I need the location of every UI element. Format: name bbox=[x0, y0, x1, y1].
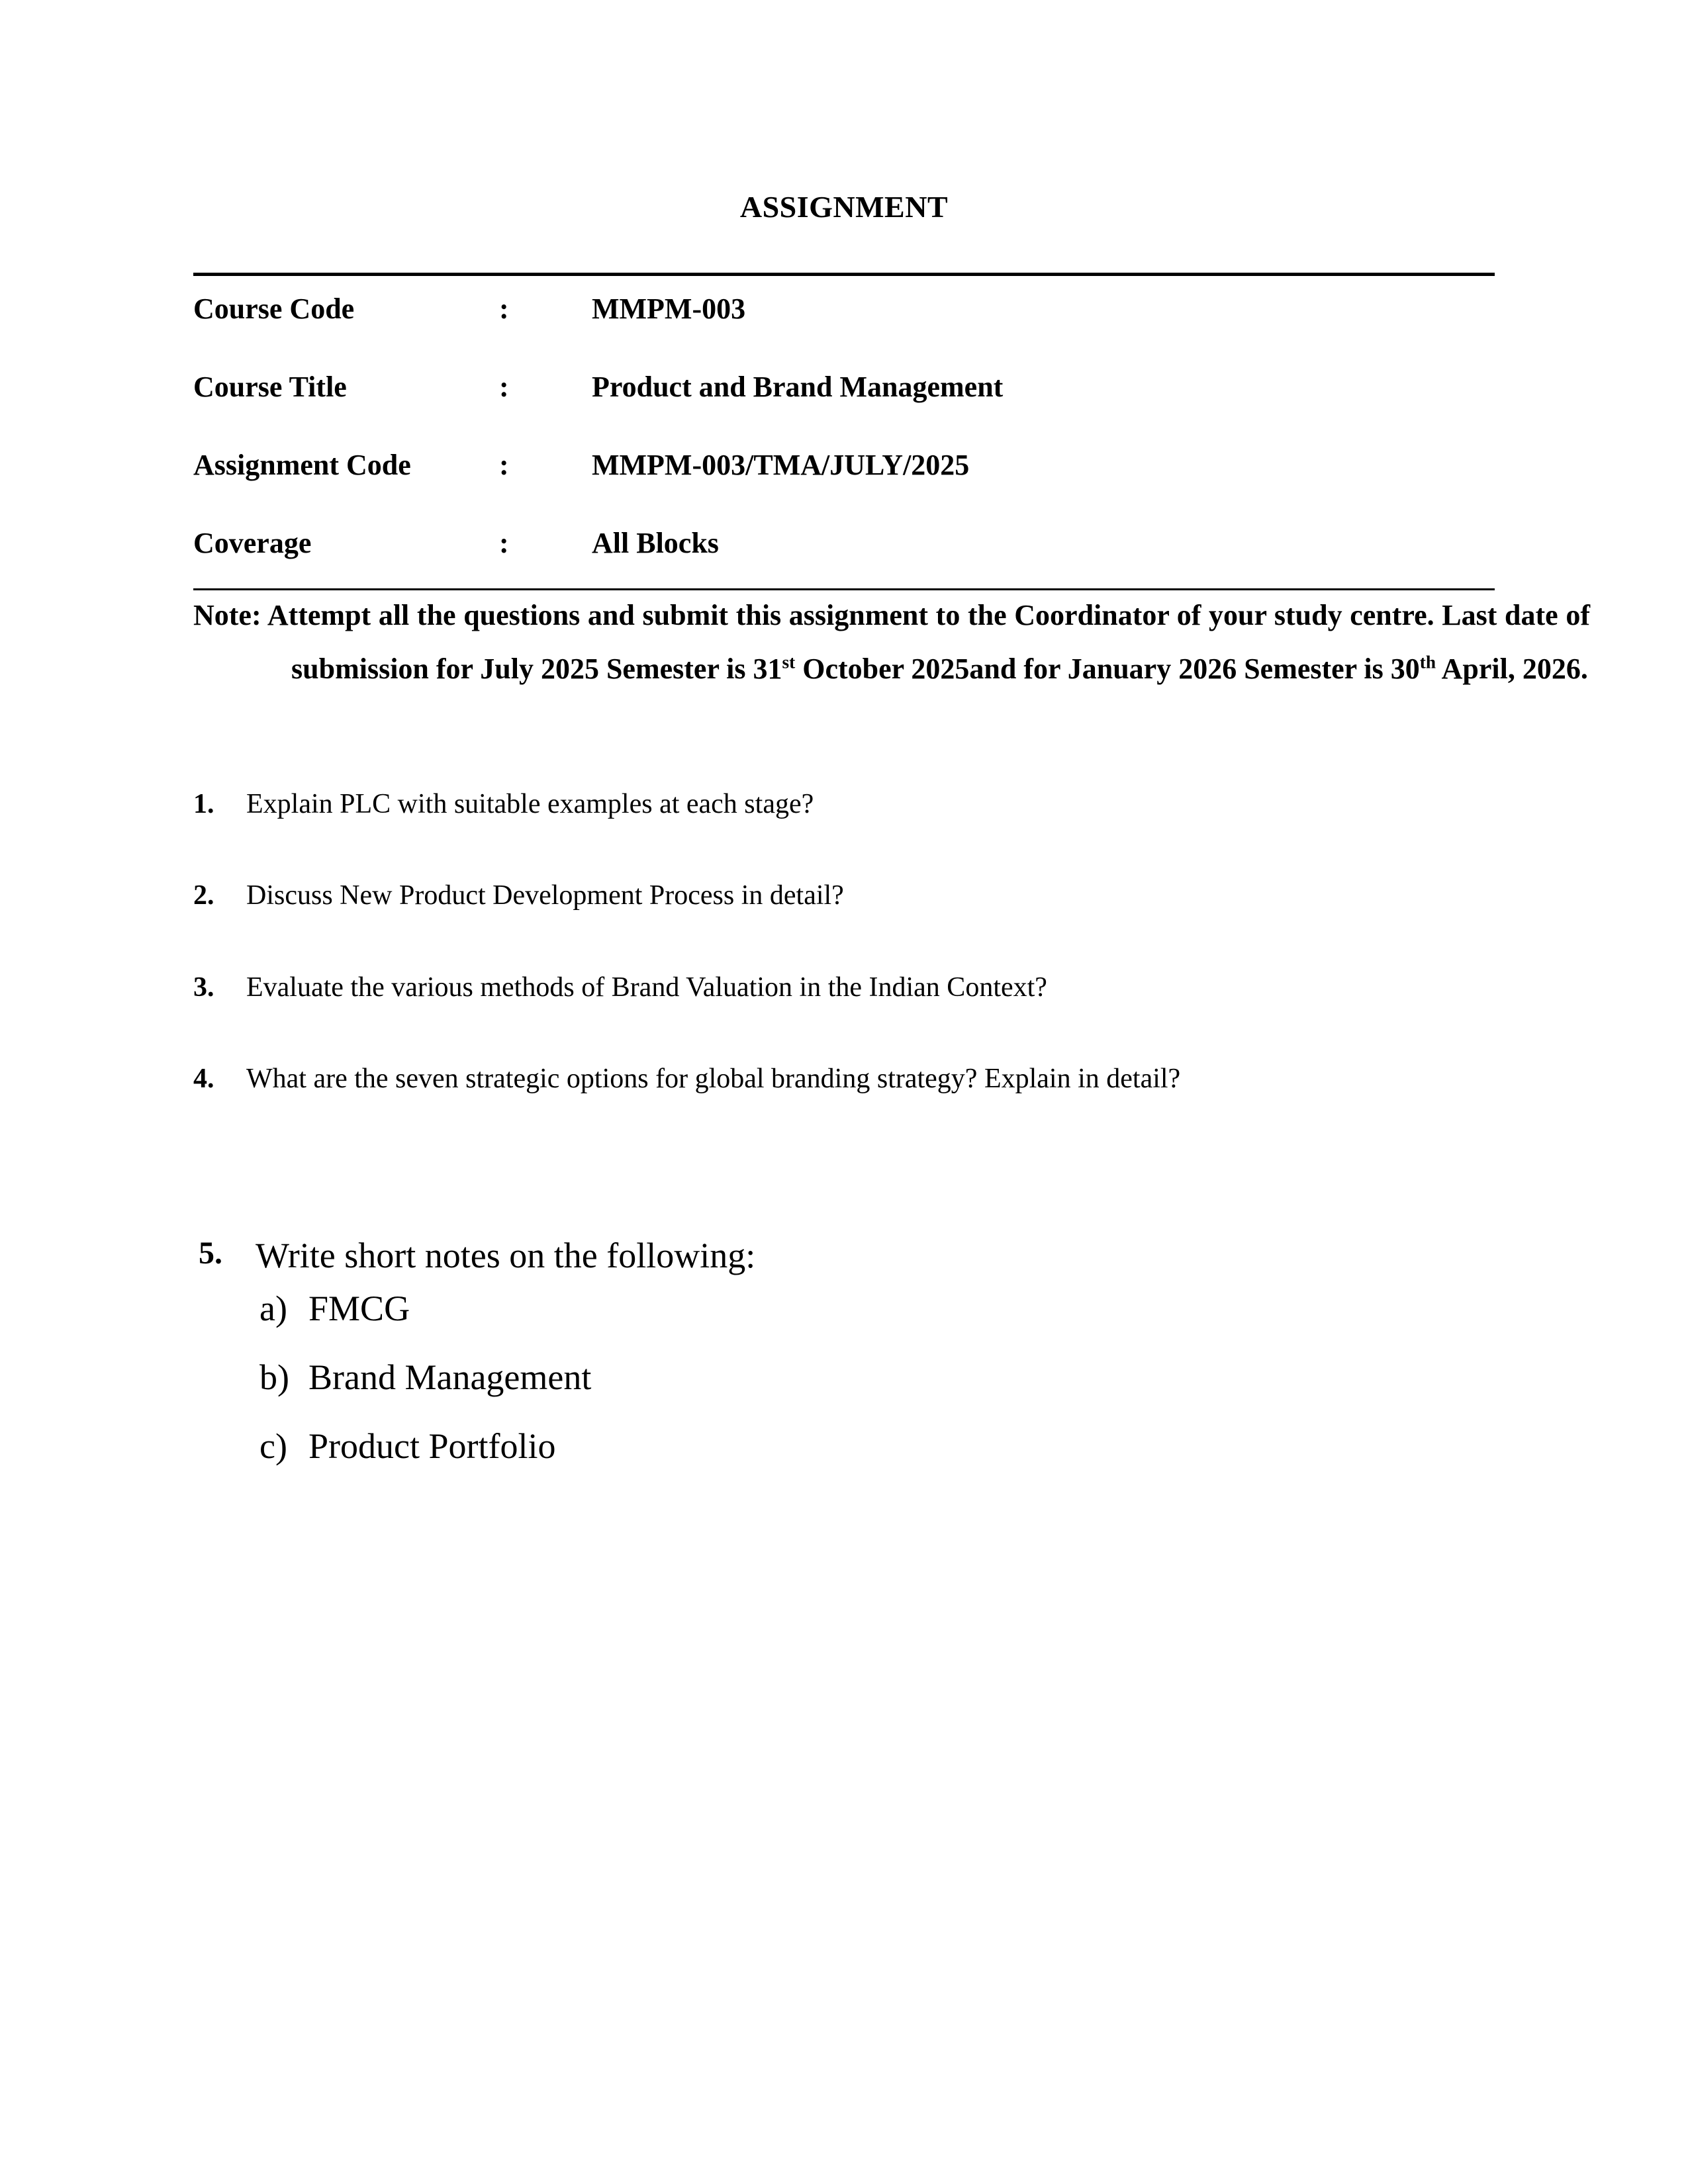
subitem-marker-b: b) bbox=[259, 1357, 289, 1398]
subitem-marker-a: a) bbox=[259, 1289, 287, 1329]
meta-value-coverage: All Blocks bbox=[592, 527, 719, 559]
note-superscript-th: th bbox=[1419, 652, 1436, 672]
question-text-4: What are the seven strategic options for global branding strategy? Explain in detail? bbox=[246, 1064, 1181, 1095]
meta-label-assignment-code: Assignment Code bbox=[193, 449, 411, 481]
question-item-5 bbox=[199, 1235, 1456, 1494]
course-meta-block bbox=[193, 273, 1495, 590]
question-number-3: 3. bbox=[193, 972, 214, 1003]
question-5-heading bbox=[199, 1235, 1456, 1276]
question-5-subitem-list bbox=[199, 1288, 1456, 1467]
question-number-1: 1. bbox=[193, 789, 214, 819]
submission-note bbox=[193, 588, 1590, 696]
meta-value-course-title: Product and Brand Management bbox=[592, 371, 1004, 403]
question-number-5: 5. bbox=[199, 1236, 222, 1271]
note-text-part-2: October 2025and for January 2026 Semester is 30 bbox=[795, 653, 1420, 686]
question-number-4: 4. bbox=[193, 1064, 214, 1095]
question-list bbox=[193, 788, 1492, 1154]
meta-colon: : bbox=[499, 371, 509, 403]
list-item bbox=[259, 1357, 1456, 1398]
meta-label-coverage: Coverage bbox=[193, 527, 312, 559]
question-text-3: Evaluate the various methods of Brand Valuation in the Indian Context? bbox=[246, 972, 1047, 1003]
meta-colon: : bbox=[499, 449, 509, 481]
note-text-part-1: Attempt all the questions and submit this assignment to the Coordinator of your study centre. Last date of submission for July 2025 Semester is 31 bbox=[261, 599, 1590, 686]
question-item-3 bbox=[193, 971, 1492, 1004]
meta-value-course-code: MMPM-003 bbox=[592, 293, 746, 325]
list-item bbox=[259, 1426, 1456, 1467]
page-title: ASSIGNMENT bbox=[739, 190, 949, 224]
subitem-text-c: Product Portfolio bbox=[308, 1426, 556, 1467]
list-item bbox=[259, 1288, 1456, 1329]
meta-colon: : bbox=[499, 293, 509, 325]
table-row bbox=[193, 354, 1495, 432]
question-text-1: Explain PLC with suitable examples at each stage? bbox=[246, 789, 814, 819]
subitem-text-a: FMCG bbox=[308, 1289, 410, 1329]
meta-value-assignment-code: MMPM-003/TMA/JULY/2025 bbox=[592, 449, 970, 481]
question-item-1 bbox=[193, 788, 1492, 821]
subitem-marker-c: c) bbox=[259, 1426, 287, 1467]
meta-colon: : bbox=[499, 527, 509, 559]
note-superscript-st: st bbox=[782, 652, 796, 672]
question-text-5: Write short notes on the following: bbox=[256, 1236, 756, 1275]
table-row bbox=[193, 510, 1495, 588]
question-number-2: 2. bbox=[193, 880, 214, 911]
subitem-text-b: Brand Management bbox=[308, 1357, 592, 1398]
meta-label-course-code: Course Code bbox=[193, 293, 355, 325]
question-item-2 bbox=[193, 879, 1492, 912]
note-lead-label: Note: bbox=[193, 599, 261, 631]
question-text-2: Discuss New Product Development Process in detail? bbox=[246, 880, 844, 911]
question-item-4 bbox=[193, 1062, 1492, 1095]
table-row bbox=[193, 276, 1495, 354]
table-row bbox=[193, 432, 1495, 510]
meta-label-course-title: Course Title bbox=[193, 371, 347, 403]
note-text-part-3: April, 2026. bbox=[1436, 653, 1588, 686]
course-meta-table bbox=[193, 276, 1495, 588]
